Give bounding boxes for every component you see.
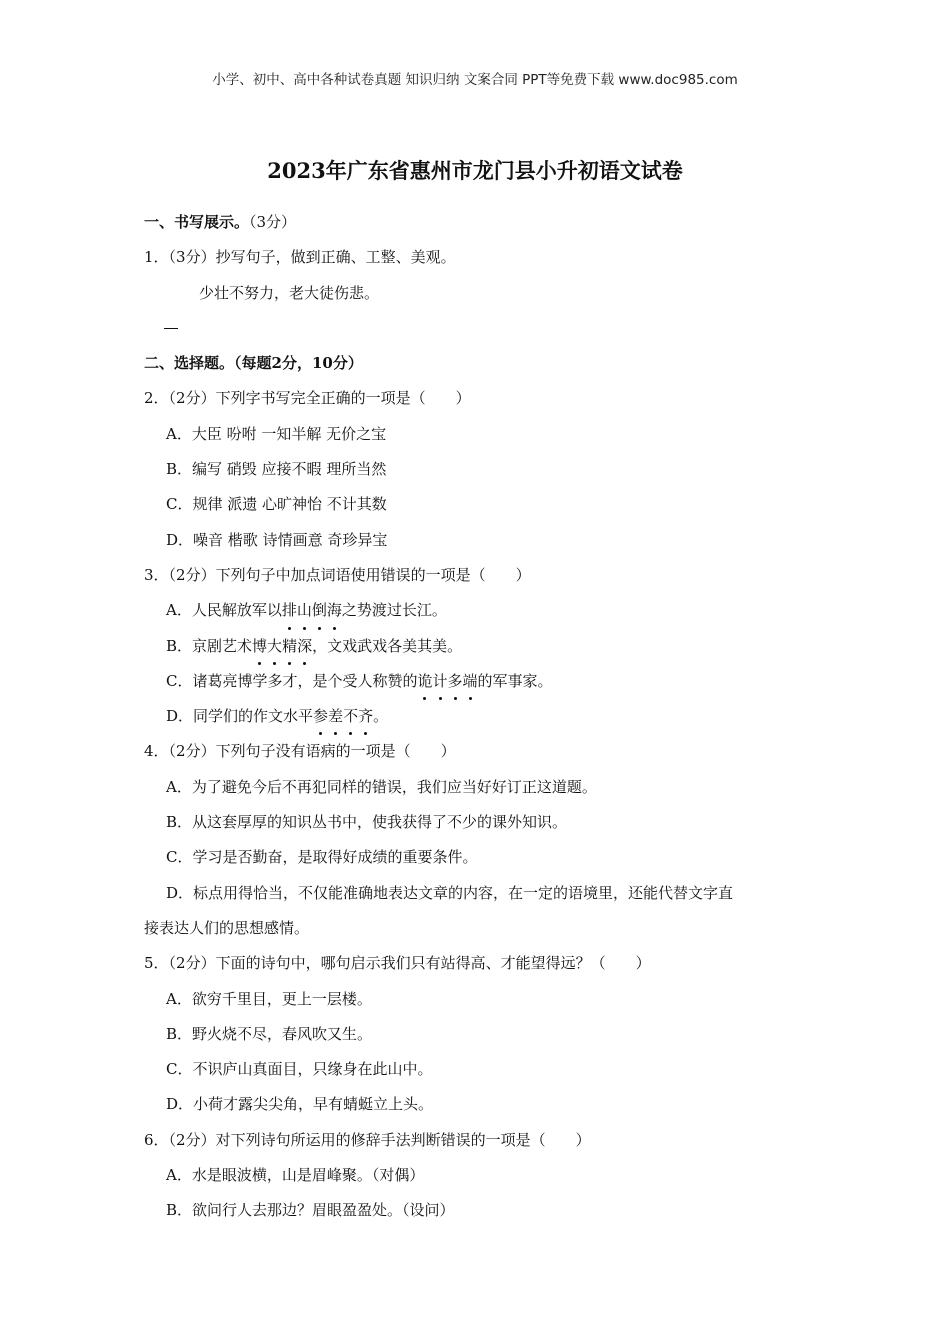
dotted-char: 端 <box>463 664 478 699</box>
question-5-option-b: B．野火烧不尽，春风吹又生。 <box>166 1024 373 1043</box>
question-5-stem: 5．（2分）下面的诗句中，哪句启示我们只有站得高、才能望得远？（ ） <box>144 954 651 973</box>
dotted-char: 博 <box>252 629 267 664</box>
question-5-option-c: C．不识庐山真面目，只缘身在此山中。 <box>166 1060 433 1079</box>
question-6-option-a: A．水是眼波横，山是眉峰聚。（对偶） <box>166 1166 425 1185</box>
dotted-char: 多 <box>448 664 463 699</box>
question-4-option-c: C．学习是否勤奋，是取得好成绩的重要条件。 <box>166 848 478 867</box>
question-4-option-a: A．为了避免今后不再犯同样的错误，我们应当好好订正这道题。 <box>166 777 597 796</box>
option-text: C．诸葛亮博学多才，是个受人称赞的 <box>166 671 418 690</box>
exam-content <box>144 205 804 1229</box>
dotted-char: 诡 <box>417 664 432 699</box>
question-3-option-a <box>144 593 804 628</box>
section-1-points: （3分） <box>249 213 297 231</box>
option-text: 之势渡过长江。 <box>341 601 447 620</box>
document-title: 2023年广东省惠州市龙门县小升初语文试卷 <box>267 158 683 183</box>
option-text: D．同学们的作文水平 <box>166 707 314 726</box>
dotted-char: 倒 <box>312 593 327 628</box>
option-text: A．人民解放军以 <box>166 601 282 620</box>
question-6-stem: 6．（2分）对下列诗句所运用的修辞手法判断错误的一项是（ ） <box>144 1130 591 1149</box>
dotted-char: 排 <box>282 593 297 628</box>
question-2-option-a: A．大臣 吩咐 一知半解 无价之宝 <box>166 424 387 443</box>
question-4-stem: 4．（2分）下列句子没有语病的一项是（ ） <box>144 742 456 761</box>
question-4-option-d-line-1: D．标点用得恰当，不仅能准确地表达文章的内容，在一定的语境里，还能代替文字直 <box>166 883 734 902</box>
question-6-option-b: B．欲问行人去那边？眉眼盈盈处。（设问） <box>166 1201 455 1220</box>
dotted-char: 参 <box>313 699 328 734</box>
question-1-stem: 1．（3分）抄写句子，做到正确、工整、美观。 <box>144 248 456 267</box>
question-3-stem: 3．（2分）下列句子中加点词语使用错误的一项是（ ） <box>144 565 531 584</box>
section-1-label: 一、书写展示。 <box>144 213 250 231</box>
question-1-sentence: 少壮不努力，老大徒伤悲。 <box>199 283 380 302</box>
section-2-title <box>144 346 804 381</box>
dotted-char: 精 <box>282 629 297 664</box>
option-text: 。 <box>373 707 389 726</box>
question-2-stem: 2．（2分）下列字书写完全正确的一项是（ ） <box>144 389 471 408</box>
dotted-char: 齐 <box>358 699 373 734</box>
question-2-option-c: C．规律 派遗 心旷神怡 不计其数 <box>166 495 387 514</box>
question-2-option-b: B．编写 硝毁 应接不暇 理所当然 <box>166 460 387 479</box>
section-2-points: （每题2分，10分） <box>234 354 363 373</box>
question-5-option-a: A．欲穷千里目，更上一层楼。 <box>166 989 372 1008</box>
question-3-option-d <box>144 699 804 734</box>
question-4-option-b: B．从这套厚厚的知识丛书中，使我获得了不少的课外知识。 <box>166 813 568 832</box>
section-2-label: 二、选择题。 <box>144 354 235 373</box>
dotted-char: 深 <box>297 629 312 664</box>
dotted-char: 海 <box>327 593 342 628</box>
section-1-title <box>144 205 804 240</box>
question-3-option-b <box>144 629 804 664</box>
question-5-option-d: D．小荷才露尖尖角，早有蜻蜓立上头。 <box>166 1095 434 1114</box>
answer-underline <box>164 328 178 329</box>
question-4-option-d-line-2: 接表达人们的思想感情。 <box>144 918 310 937</box>
option-text: ，文戏武戏各美其美。 <box>312 636 463 655</box>
question-1-answer-blank <box>144 311 804 346</box>
dotted-char: 大 <box>267 629 282 664</box>
option-text: B．京剧艺术 <box>166 636 253 655</box>
dotted-char: 山 <box>297 593 312 628</box>
page-header-banner: 小学、初中、高中各种试卷真题 知识归纳 文案合同 PPT等免费下载 www.doc985.com <box>212 72 738 88</box>
dotted-char: 计 <box>433 664 448 699</box>
dotted-char: 差 <box>328 699 343 734</box>
question-3-option-c <box>144 664 804 699</box>
option-text: 的军事家。 <box>477 671 553 690</box>
dotted-char: 不 <box>343 699 358 734</box>
question-2-option-d: D．噪音 楷歌 诗情画意 奇珍异宝 <box>166 530 388 549</box>
